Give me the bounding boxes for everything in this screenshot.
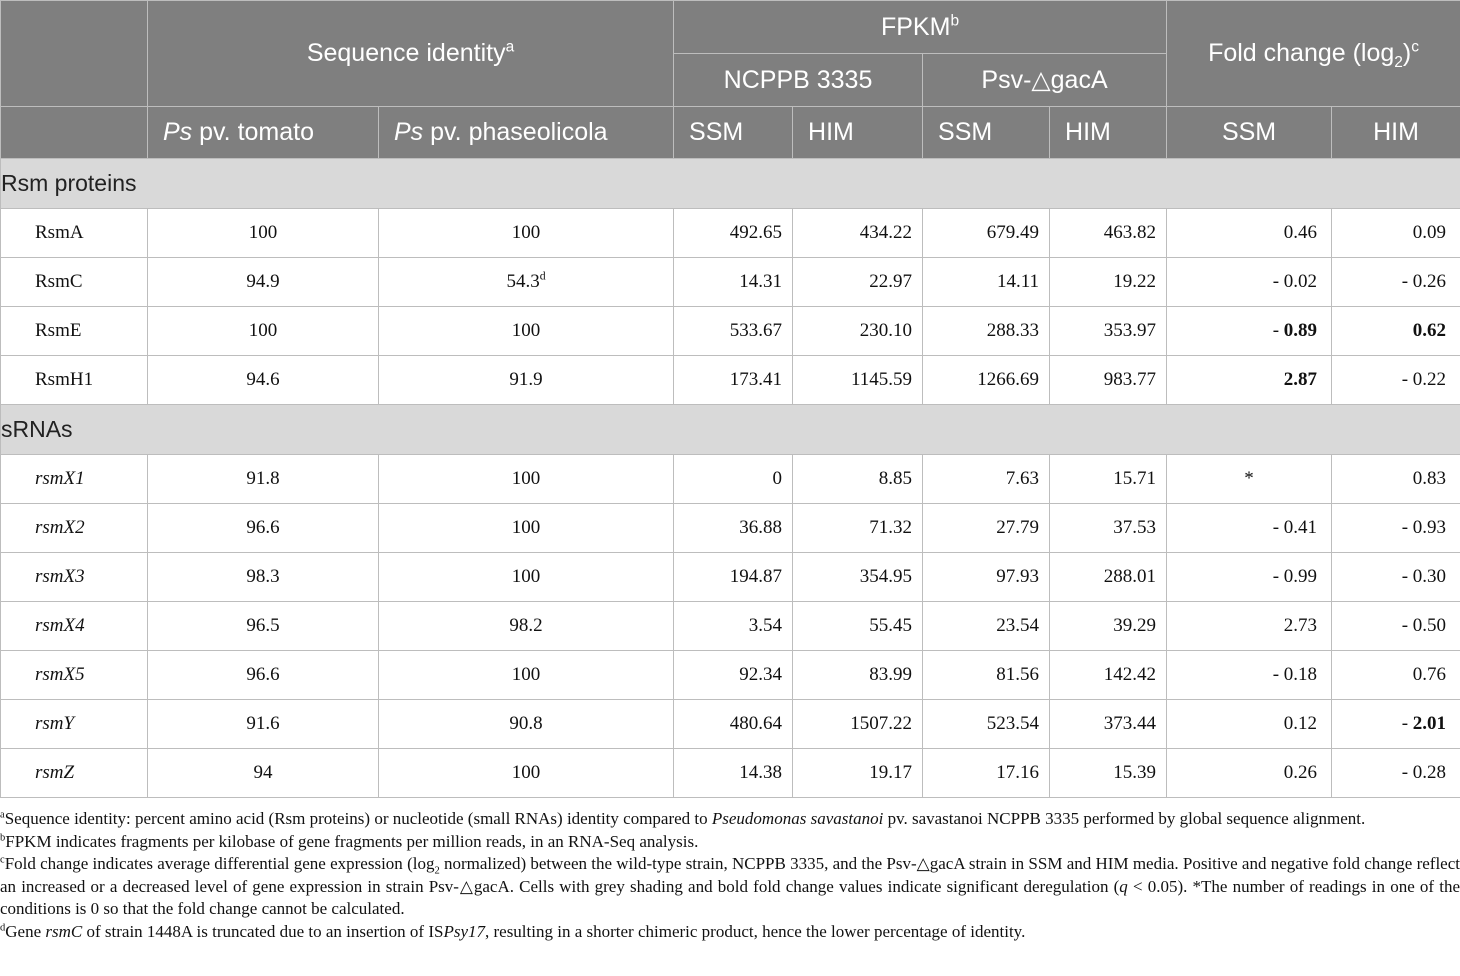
cell-fc-ssm: *	[1167, 455, 1332, 504]
table-row	[1, 258, 1460, 307]
cell-fc-him: - 0.22	[1332, 356, 1460, 405]
row-name	[1, 307, 148, 356]
magnitude: 0.89	[1283, 320, 1318, 341]
identity-value: 100	[511, 566, 541, 587]
cell-fc-him: 0.62	[1332, 307, 1460, 356]
magnitude: 2.01	[1412, 713, 1447, 734]
cell-fc-him: 0.83	[1332, 455, 1460, 504]
table-row	[1, 455, 1460, 504]
row-name-text: rsmX5	[35, 664, 85, 685]
cell-fc-him: - 0.26	[1332, 258, 1460, 307]
row-name-text: rsmX4	[35, 615, 85, 636]
cell-fc-him: - 0.93	[1332, 504, 1460, 553]
cell-fc-ssm: 2.73	[1167, 602, 1332, 651]
cell-wt-ssm: 14.38	[674, 749, 793, 798]
row-name-text: rsmX2	[35, 517, 85, 538]
header-blank	[1, 107, 148, 159]
cell-fc-ssm	[1167, 307, 1332, 356]
row-name-text: rsmY	[35, 713, 75, 734]
row-name-text: RsmH1	[35, 369, 94, 390]
cell-identity-phaseolicola	[379, 209, 674, 258]
cell-wt-him: 71.32	[793, 504, 923, 553]
cell-wt-ssm: 0	[674, 455, 793, 504]
cell-mut-him: 37.53	[1050, 504, 1167, 553]
section-row	[1, 159, 1460, 209]
section-title: sRNAs	[1, 405, 1460, 455]
row-name	[1, 749, 148, 798]
row-name-text: rsmX3	[35, 566, 85, 587]
cell-mut-ssm: 81.56	[923, 651, 1050, 700]
footnote-d: $^d$Gene rsmC of strain 1448A is truncated due to an insertion of ISPsy17, resulting in a shorter chimeric product, hence the lower percentage of identity.	[0, 921, 1026, 941]
identity-value: 54.3	[506, 271, 540, 292]
cell-wt-ssm: 492.65	[674, 209, 793, 258]
table-row	[1, 307, 1460, 356]
sign: -	[1272, 320, 1284, 341]
header-fold-change: Fold change $(\log_2)^c$	[1167, 1, 1460, 107]
footnotes	[0, 808, 1460, 943]
row-name-text: RsmE	[35, 320, 82, 341]
cell-wt-him: 8.85	[793, 455, 923, 504]
cell-fc-him	[1332, 700, 1460, 749]
cell-identity-tomato: 96.6	[148, 651, 379, 700]
cell-mut-him: 15.71	[1050, 455, 1167, 504]
table-row	[1, 553, 1460, 602]
cell-wt-ssm: 3.54	[674, 602, 793, 651]
cell-mut-ssm: 23.54	[923, 602, 1050, 651]
cell-wt-him: 22.97	[793, 258, 923, 307]
cell-wt-him: 83.99	[793, 651, 923, 700]
row-name-text: rsmZ	[35, 762, 75, 783]
cell-wt-ssm: 173.41	[674, 356, 793, 405]
header-strain-wildtype: NCPPB 3335	[674, 54, 923, 107]
cell-mut-him: 373.44	[1050, 700, 1167, 749]
header-corner	[1, 1, 148, 107]
identity-value: 100	[511, 664, 541, 685]
cell-fc-him: 0.09	[1332, 209, 1460, 258]
table-row	[1, 700, 1460, 749]
header-ps-phaseolicola: Ps pv. phaseolicola	[379, 107, 674, 159]
row-name-text: RsmA	[35, 222, 84, 243]
header-mut-him: HIM	[1050, 107, 1167, 159]
cell-mut-ssm: 679.49	[923, 209, 1050, 258]
row-name	[1, 602, 148, 651]
header-strain-mutant: Psv-△gacA	[923, 54, 1167, 107]
cell-fc-ssm: 0.12	[1167, 700, 1332, 749]
cell-mut-him: 288.01	[1050, 553, 1167, 602]
cell-fc-him: - 0.30	[1332, 553, 1460, 602]
header-sequence-identity: Sequence identity$^a$	[148, 1, 674, 107]
row-name	[1, 553, 148, 602]
footnote-a: $^a$Sequence identity: percent amino acid (Rsm proteins) or nucleotide (small RNAs) identity compared to Pseudomonas savastanoi pv. savastanoi NCPPB 3335 performed by global sequence alignment.	[0, 809, 1366, 828]
cell-wt-him: 1507.22	[793, 700, 923, 749]
footnote-b: $^b$FPKM indicates fragments per kilobase of gene fragments per million reads, in an RNA-Seq analysis.	[0, 831, 699, 851]
header-mut-ssm: SSM	[923, 107, 1050, 159]
cell-identity-tomato: 96.6	[148, 504, 379, 553]
header-fc-him: HIM	[1332, 107, 1460, 159]
row-name	[1, 504, 148, 553]
row-name	[1, 455, 148, 504]
row-name-text: RsmC	[35, 271, 83, 292]
cell-identity-phaseolicola	[379, 553, 674, 602]
table-row	[1, 651, 1460, 700]
cell-wt-ssm: 533.67	[674, 307, 793, 356]
cell-wt-ssm: 36.88	[674, 504, 793, 553]
cell-mut-him: 39.29	[1050, 602, 1167, 651]
cell-fc-ssm: 2.87	[1167, 356, 1332, 405]
row-name	[1, 651, 148, 700]
cell-wt-ssm: 92.34	[674, 651, 793, 700]
cell-fc-ssm: 0.46	[1167, 209, 1332, 258]
cell-identity-tomato: 100	[148, 307, 379, 356]
identity-value: 100	[511, 222, 541, 243]
cell-mut-ssm: 288.33	[923, 307, 1050, 356]
identity-value: 100	[511, 320, 541, 341]
table-row	[1, 602, 1460, 651]
footnote-c: $^c$Fold change indicates average differential gene expression ($\log_2$ normalized) between the wild-type strain, NCPPB 3335, and the Psv-△gacA strain in SSM and HIM media. Positive and negative fold change reflect an increased or a decreased level of gene expression in strain Psv-△gacA. Cells with grey shading and bold fold change values indicate significant deregulation (q < 0.05). *The number of readings in one of the conditions is 0 so that the fold change cannot be calculated.	[0, 854, 1460, 918]
sign: -	[1401, 713, 1413, 734]
cell-wt-him: 354.95	[793, 553, 923, 602]
cell-wt-ssm: 14.31	[674, 258, 793, 307]
cell-fc-him: - 0.50	[1332, 602, 1460, 651]
cell-identity-tomato: 100	[148, 209, 379, 258]
cell-identity-phaseolicola	[379, 602, 674, 651]
identity-value: 100	[511, 762, 541, 783]
cell-identity-phaseolicola	[379, 504, 674, 553]
cell-fc-ssm: 0.26	[1167, 749, 1332, 798]
cell-mut-him: 353.97	[1050, 307, 1167, 356]
cell-mut-ssm: 17.16	[923, 749, 1050, 798]
identity-value: 98.2	[509, 615, 543, 636]
cell-wt-him: 230.10	[793, 307, 923, 356]
cell-fc-ssm: - 0.02	[1167, 258, 1332, 307]
cell-wt-him: 19.17	[793, 749, 923, 798]
cell-mut-him: 142.42	[1050, 651, 1167, 700]
identity-value: 100	[511, 468, 541, 489]
cell-mut-ssm: 523.54	[923, 700, 1050, 749]
cell-identity-tomato: 96.5	[148, 602, 379, 651]
cell-mut-him: 463.82	[1050, 209, 1167, 258]
cell-identity-tomato: 91.6	[148, 700, 379, 749]
cell-identity-phaseolicola	[379, 356, 674, 405]
cell-wt-him: 434.22	[793, 209, 923, 258]
cell-identity-phaseolicola	[379, 307, 674, 356]
section-row	[1, 405, 1460, 455]
cell-mut-ssm: 14.11	[923, 258, 1050, 307]
header-ps-tomato: Ps pv. tomato	[148, 107, 379, 159]
row-name-text: rsmX1	[35, 468, 85, 489]
cell-fc-ssm: - 0.99	[1167, 553, 1332, 602]
cell-identity-phaseolicola	[379, 651, 674, 700]
cell-mut-ssm: 1266.69	[923, 356, 1050, 405]
cell-identity-tomato: 91.8	[148, 455, 379, 504]
cell-identity-tomato: 98.3	[148, 553, 379, 602]
identity-value: 100	[511, 517, 541, 538]
cell-identity-tomato: 94.6	[148, 356, 379, 405]
cell-mut-him: 983.77	[1050, 356, 1167, 405]
cell-mut-ssm: 97.93	[923, 553, 1050, 602]
header-fc-ssm: SSM	[1167, 107, 1332, 159]
row-name	[1, 209, 148, 258]
cell-fc-him: 0.76	[1332, 651, 1460, 700]
table-row	[1, 356, 1460, 405]
cell-identity-phaseolicola	[379, 749, 674, 798]
cell-fc-him: - 0.28	[1332, 749, 1460, 798]
cell-wt-ssm: 480.64	[674, 700, 793, 749]
cell-mut-ssm: 7.63	[923, 455, 1050, 504]
footnote-marker: d	[539, 269, 546, 283]
section-title: Rsm proteins	[1, 159, 1460, 209]
table-row	[1, 504, 1460, 553]
cell-identity-phaseolicola	[379, 700, 674, 749]
row-name	[1, 356, 148, 405]
identity-value: 91.9	[509, 369, 543, 390]
cell-mut-him: 19.22	[1050, 258, 1167, 307]
header-wt-him: HIM	[793, 107, 923, 159]
row-name	[1, 258, 148, 307]
cell-mut-ssm: 27.79	[923, 504, 1050, 553]
cell-wt-ssm: 194.87	[674, 553, 793, 602]
header-fpkm: FPKM$^b$	[674, 1, 1167, 54]
cell-mut-him: 15.39	[1050, 749, 1167, 798]
cell-fc-ssm: - 0.18	[1167, 651, 1332, 700]
row-name	[1, 700, 148, 749]
cell-wt-him: 55.45	[793, 602, 923, 651]
cell-identity-tomato: 94.9	[148, 258, 379, 307]
table-row	[1, 209, 1460, 258]
table-row	[1, 749, 1460, 798]
cell-identity-tomato: 94	[148, 749, 379, 798]
cell-fc-ssm: - 0.41	[1167, 504, 1332, 553]
cell-wt-him: 1145.59	[793, 356, 923, 405]
identity-value: 90.8	[509, 713, 543, 734]
header-wt-ssm: SSM	[674, 107, 793, 159]
cell-identity-phaseolicola	[379, 455, 674, 504]
cell-identity-phaseolicola	[379, 258, 674, 307]
